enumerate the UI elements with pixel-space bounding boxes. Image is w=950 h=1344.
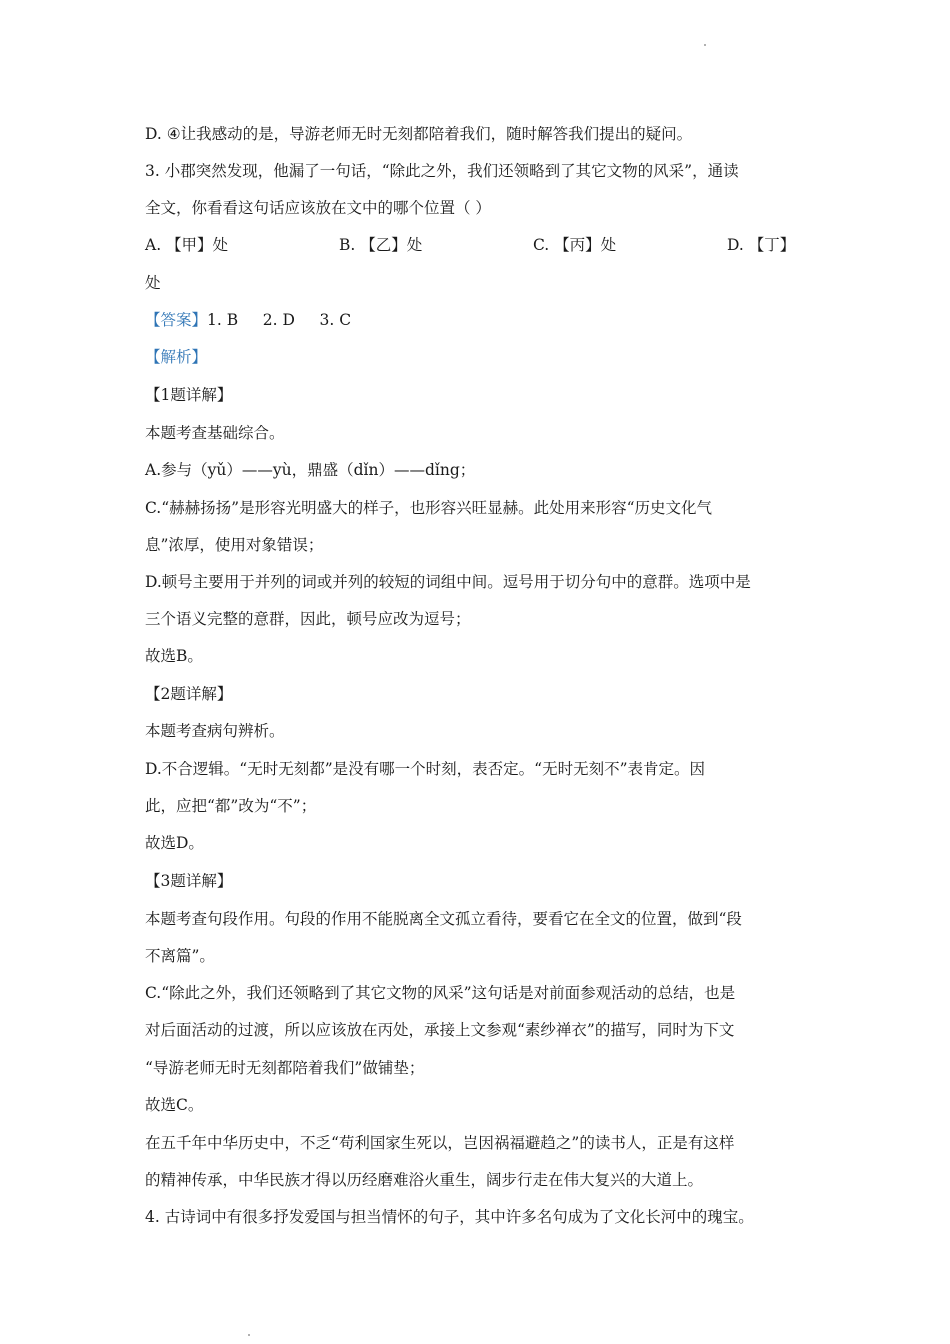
option-c: C. 【丙】处 <box>533 236 617 254</box>
question-3-line-1: 3. 小郡突然发现，他漏了一句话，“除此之外，我们还领略到了其它文物的风采”，通读 <box>145 162 739 180</box>
q2-header: 【2题详解】 <box>145 685 233 703</box>
q1-line-2: A.参与（yǔ）——yù，鼎盛（dǐn）——dǐng； <box>145 461 476 479</box>
question-3-line-2: 全文，你看看这句话应该放在文中的哪个位置（ ） <box>145 199 491 217</box>
option-b: B. 【乙】处 <box>339 236 423 254</box>
question-4-line: 4. 古诗词中有很多抒发爱国与担当情怀的句子，其中许多名句成为了文化长河中的瑰宝。 <box>145 1208 754 1226</box>
q3-line-6: 故选C。 <box>145 1096 204 1114</box>
analysis-label: 【解析】 <box>145 348 208 366</box>
q3-header: 【3题详解】 <box>145 872 233 890</box>
q2-line-3: 此，应把“都”改为“不”； <box>145 797 317 815</box>
answer-line <box>145 310 805 330</box>
q3-line-1: 本题考查句段作用。句段的作用不能脱离全文孤立看待，要看它在全文的位置，做到“段 <box>145 910 742 928</box>
q2-line-2: D.不合逻辑。“无时无刻都”是没有哪一个时刻，表否定。“无时无刻不”表肯定。因 <box>145 760 706 778</box>
q1-line-1: 本题考查基础综合。 <box>145 424 285 442</box>
q2-line-1: 本题考查病句辨析。 <box>145 722 285 740</box>
answer-label: 【答案】 <box>145 311 208 329</box>
answer-text: 1. B 2. D 3. C <box>207 311 352 329</box>
q1-line-7: 故选B。 <box>145 647 203 665</box>
q1-line-4: 息”浓厚，使用对象错误； <box>145 536 324 554</box>
option-d: D. 【丁】 <box>727 236 796 254</box>
option-d-line: D. ④让我感动的是，导游老师无时无刻都陪着我们，随时解答我们提出的疑问。 <box>145 125 693 143</box>
closing-line-1: 在五千年中华历史中，不乏“苟利国家生死以，岂因祸福避趋之”的读书人，正是有这样 <box>145 1134 735 1152</box>
q3-line-3: C.“除此之外，我们还领略到了其它文物的风采”这句话是对前面参观活动的总结，也是 <box>145 984 736 1002</box>
speck-top <box>704 44 706 46</box>
q1-line-5: D.顿号主要用于并列的词或并列的较短的词组中间。逗号用于切分句中的意群。选项中是 <box>145 573 751 591</box>
q3-line-5: “导游老师无时无刻都陪着我们”做铺垫； <box>145 1059 425 1077</box>
q2-line-4: 故选D。 <box>145 834 204 852</box>
speck-bottom <box>248 1334 250 1336</box>
closing-line-2: 的精神传承，中华民族才得以历经磨难浴火重生，阔步行走在伟大复兴的大道上。 <box>145 1171 704 1189</box>
q1-line-6: 三个语义完整的意群，因此，顿号应改为逗号； <box>145 610 471 628</box>
q3-line-2: 不离篇”。 <box>145 947 215 965</box>
q1-header: 【1题详解】 <box>145 386 233 404</box>
q3-line-4: 对后面活动的过渡，所以应该放在丙处，承接上文参观“素纱禅衣”的描写，同时为下文 <box>145 1021 735 1039</box>
q1-line-3: C.“赫赫扬扬”是形容光明盛大的样子，也形容兴旺显赫。此处用来形容“历史文化气 <box>145 499 713 517</box>
option-wrap: 处 <box>145 274 161 292</box>
option-a: A. 【甲】处 <box>145 236 229 254</box>
